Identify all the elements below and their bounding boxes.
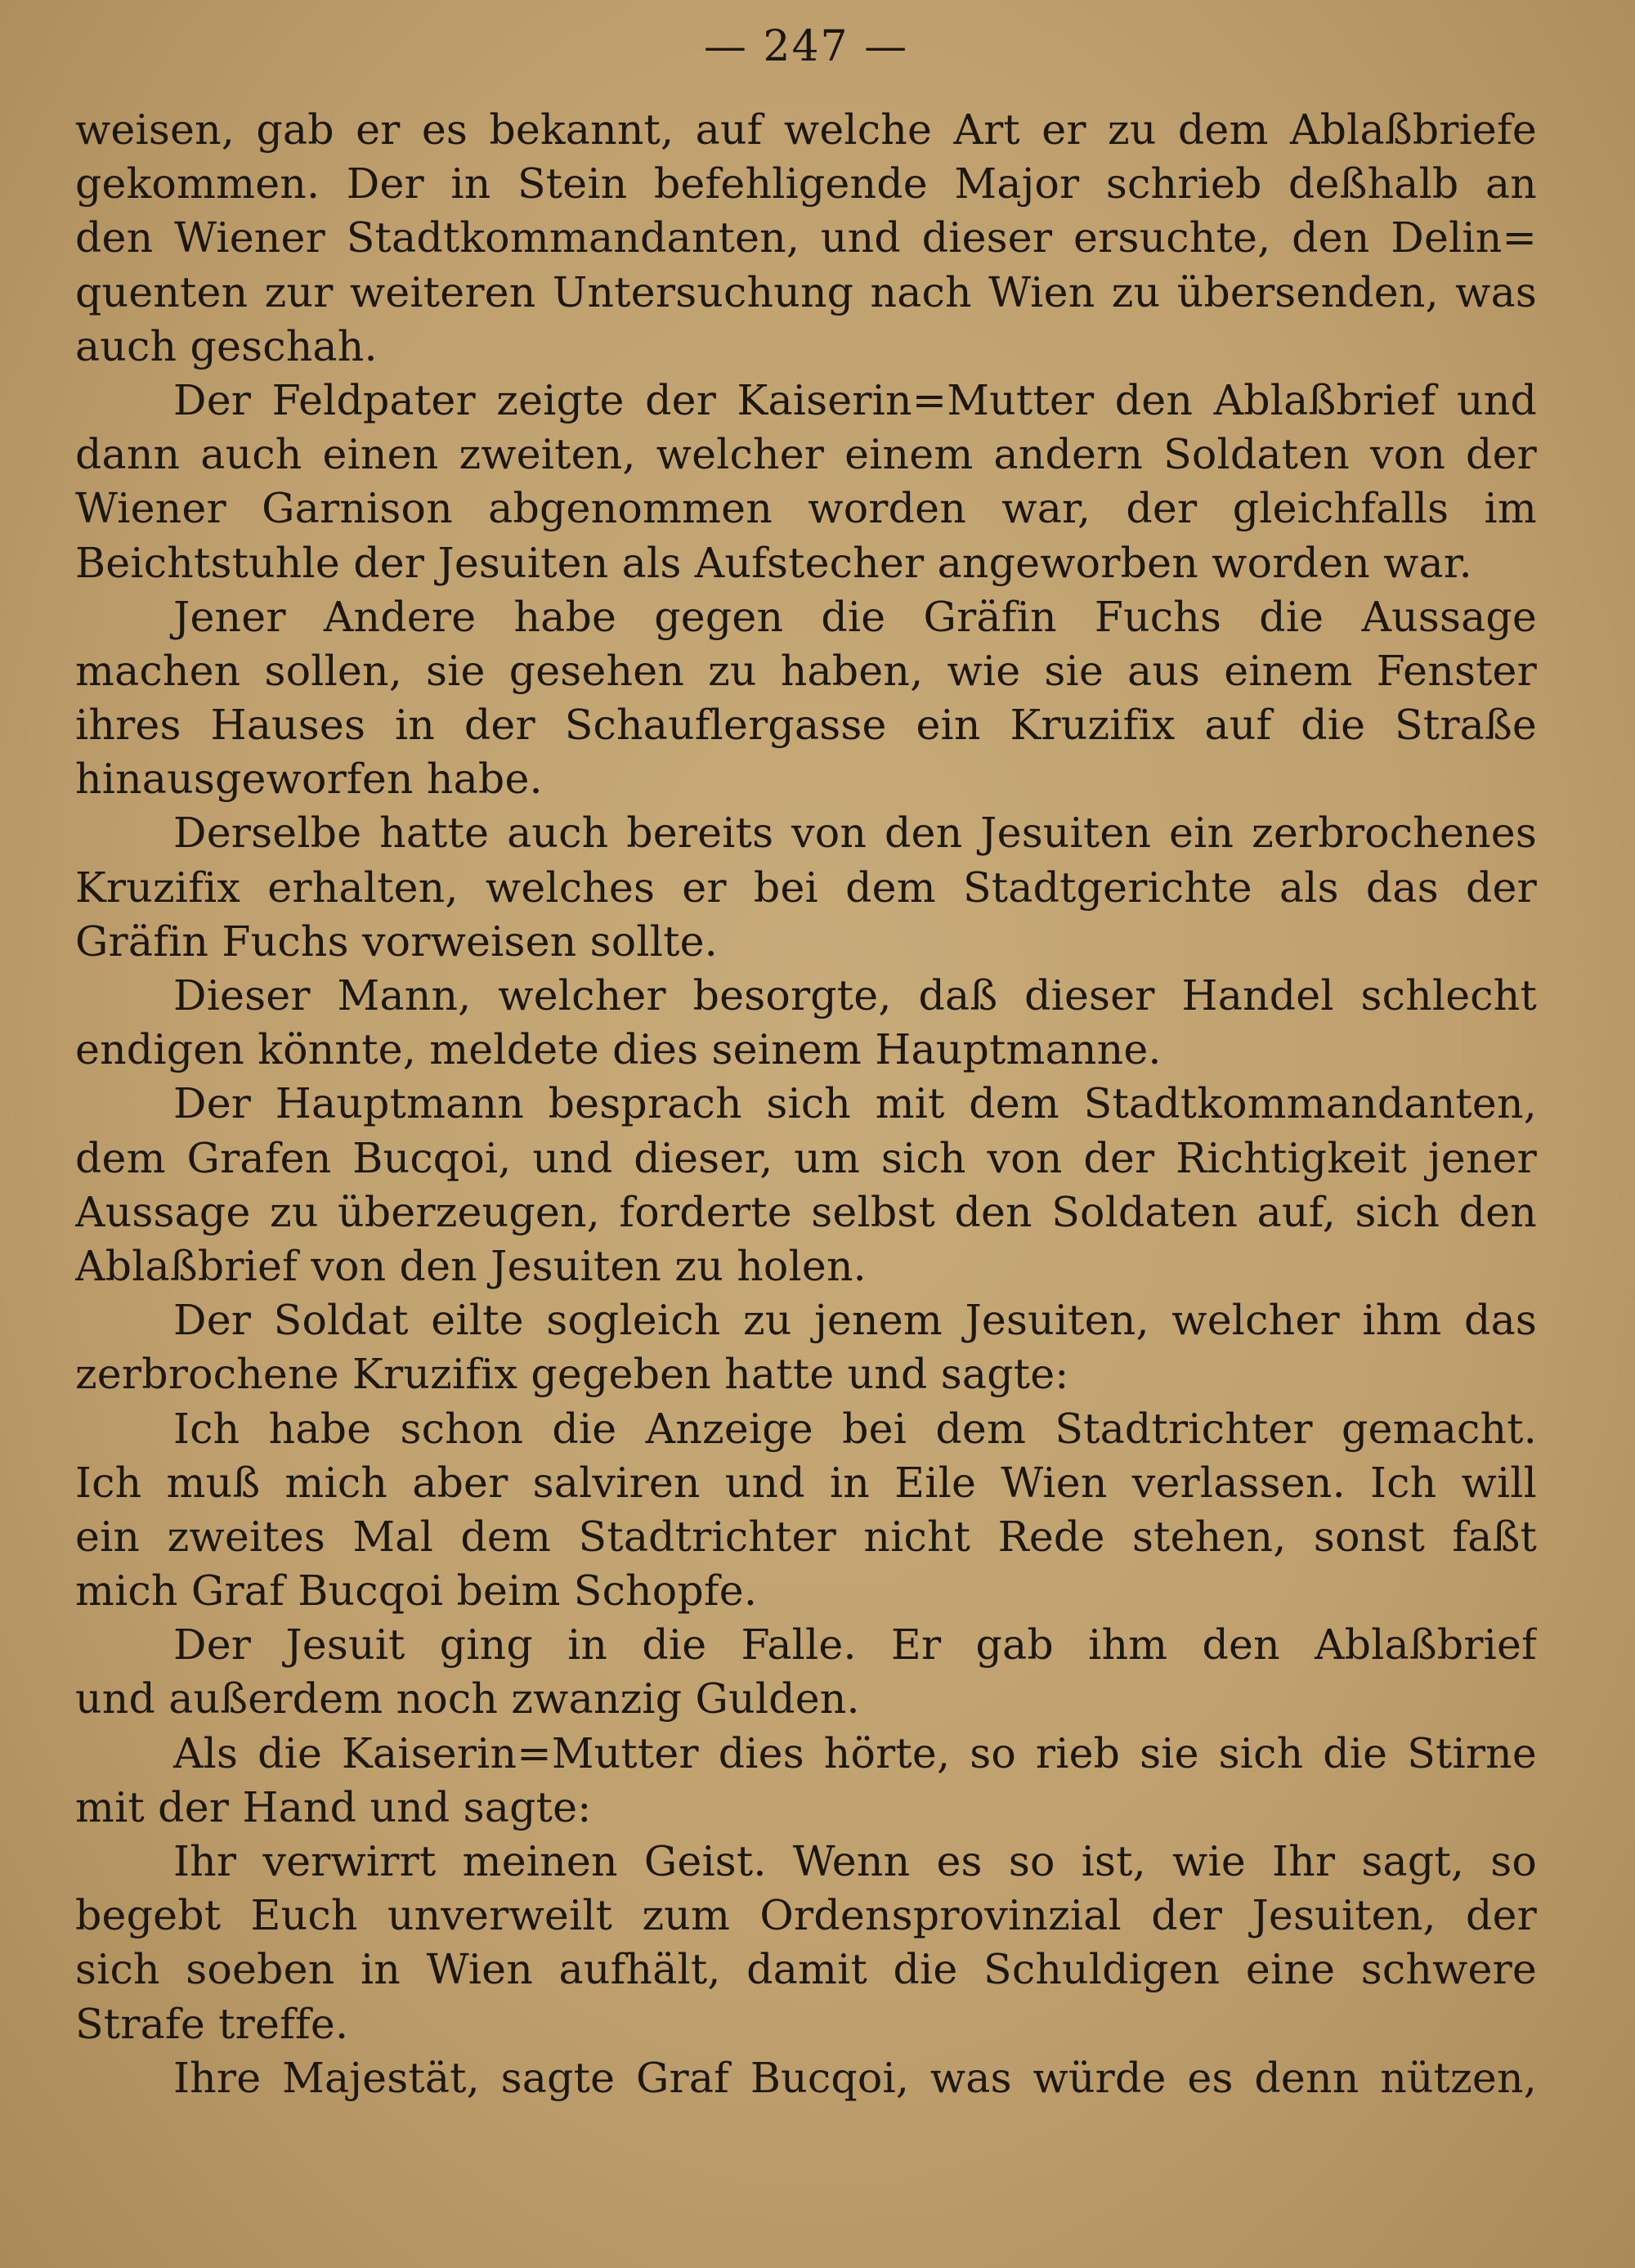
text-line: Ich muß mich aber salviren und in Eile Wien verlassen. Ich will [75, 1458, 1537, 1507]
text-line: mit der Hand und sagte: [75, 1782, 592, 1831]
text-line: ihres Hauses in der Schauflergasse ein Kruzifix auf die Straße [75, 701, 1537, 750]
page-body-text [75, 103, 1537, 2105]
text-line: Der Soldat eilte sogleich zu jenem Jesuiten, welcher ihm das [173, 1296, 1537, 1345]
text-line: Ihr verwirrt meinen Geist. Wenn es so ist, wie Ihr sagt, so [173, 1837, 1537, 1885]
text-line: quenten zur weiteren Untersuchung nach Wien zu übersenden, was [75, 267, 1537, 316]
text-line: endigen könnte, meldete dies seinem Hauptmanne. [75, 1025, 1162, 1074]
text-line: und außerdem noch zwanzig Gulden. [75, 1674, 860, 1723]
text-line: Beichtstuhle der Jesuiten als Aufstecher angeworben worden war. [75, 538, 1472, 587]
text-line: begebt Euch unverweilt zum Ordensprovinzial der Jesuiten, der [75, 1891, 1537, 1940]
text-line: dem Grafen Bucqoi, und dieser, um sich von der Richtigkeit jener [75, 1133, 1537, 1182]
text-line: Strafe treffe. [75, 1999, 349, 2048]
text-line: Als die Kaiserin=Mutter dies hörte, so rieb sie sich die Stirne [173, 1728, 1537, 1777]
text-line: Ihre Majestät, sagte Graf Bucqoi, was würde es denn nützen, [173, 2053, 1537, 2102]
page-number: — 247 — [703, 22, 909, 71]
text-line: sich soeben in Wien aufhält, damit die Schuldigen eine schwere [75, 1945, 1537, 1994]
text-line: gekommen. Der in Stein befehligende Major schrieb deßhalb an [75, 159, 1537, 208]
text-line: machen sollen, sie gesehen zu haben, wie sie aus einem Fenster [75, 646, 1537, 695]
text-line: den Wiener Stadtkommandanten, und dieser ersuchte, den Delin= [75, 213, 1537, 262]
text-line: Dieser Mann, welcher besorgte, daß dieser Handel schlecht [173, 971, 1537, 1020]
text-line: ein zweites Mal dem Stadtrichter nicht Rede stehen, sonst faßt [75, 1512, 1537, 1561]
text-line: Der Hauptmann besprach sich mit dem Stadtkommandanten, [173, 1079, 1537, 1128]
text-line: zerbrochene Kruzifix gegeben hatte und sagte: [75, 1350, 1069, 1399]
text-line: Ich habe schon die Anzeige bei dem Stadtrichter gemacht. [173, 1404, 1537, 1453]
text-line: Wiener Garnison abgenommen worden war, der gleichfalls im [75, 484, 1537, 533]
text-line: Kruzifix erhalten, welches er bei dem Stadtgerichte als das der [75, 863, 1537, 912]
text-line: Gräfin Fuchs vorweisen sollte. [75, 917, 718, 966]
text-line: Derselbe hatte auch bereits von den Jesuiten ein zerbrochenes [173, 809, 1537, 858]
text-line: hinausgeworfen habe. [75, 755, 543, 804]
text-line: Der Jesuit ging in die Falle. Er gab ihm den Ablaßbrief [173, 1620, 1537, 1670]
text-line: auch geschah. [75, 321, 378, 370]
text-line: Jener Andere habe gegen die Gräfin Fuchs die Aussage [173, 592, 1537, 641]
text-line: weisen, gab er es bekannt, auf welche Art er zu dem Ablaßbriefe [75, 105, 1537, 154]
text-line: dann auch einen zweiten, welcher einem andern Soldaten von der [75, 430, 1537, 479]
text-line: Der Feldpater zeigte der Kaiserin=Mutter den Ablaßbrief und [173, 375, 1537, 424]
text-line: Ablaßbrief von den Jesuiten zu holen. [75, 1241, 867, 1290]
text-line: Aussage zu überzeugen, forderte selbst den Soldaten auf, sich den [75, 1187, 1537, 1236]
text-line: mich Graf Bucqoi beim Schopfe. [75, 1567, 758, 1616]
